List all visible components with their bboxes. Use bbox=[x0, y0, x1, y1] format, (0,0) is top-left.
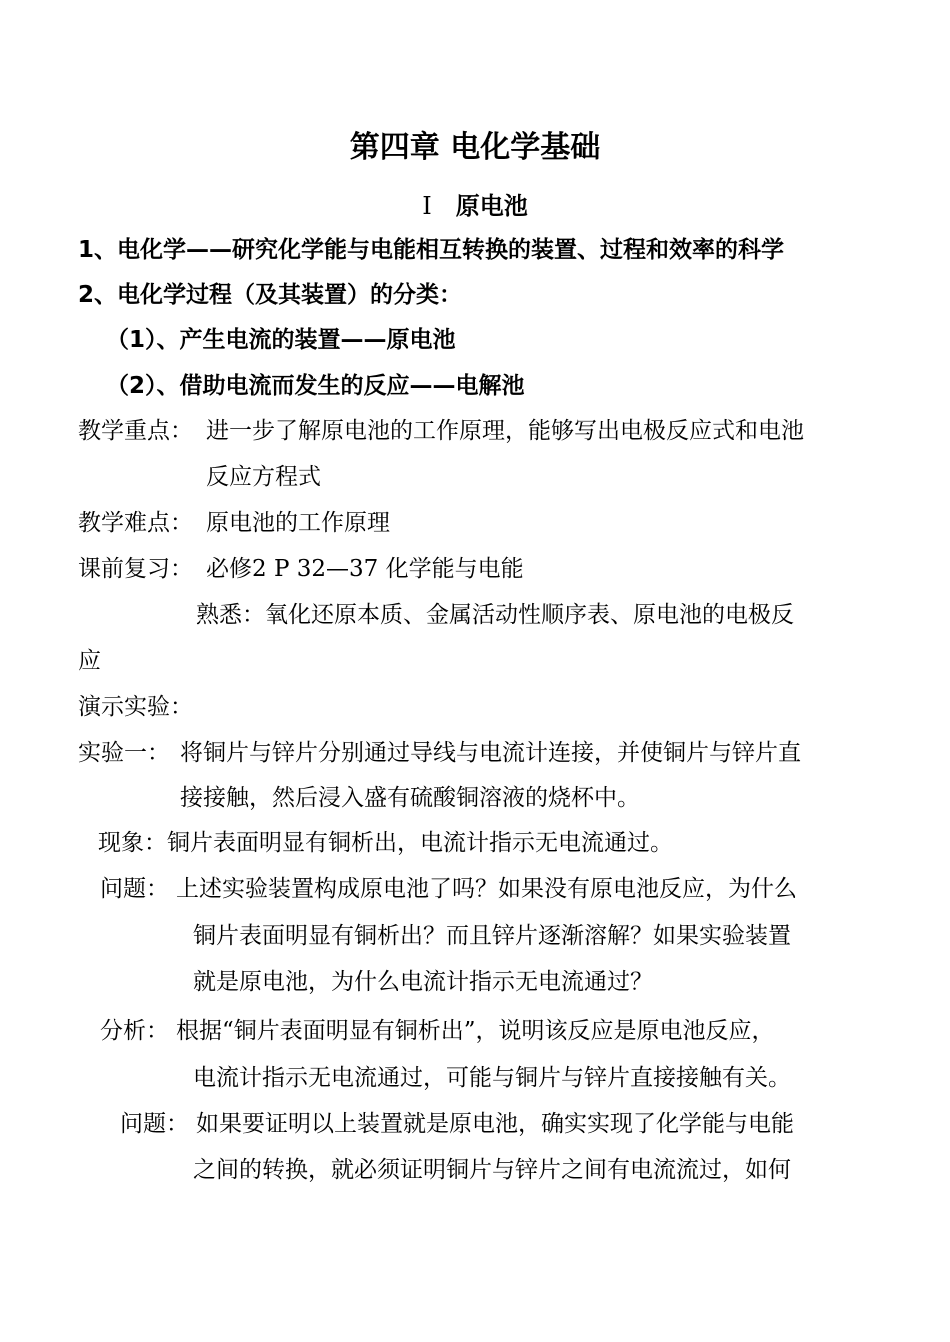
point-1: 1、电化学——研究化学能与电能相互转换的装置、过程和效率的科学 bbox=[78, 237, 785, 263]
question1-text-1: 上述实验装置构成原电池了吗？如果没有原电池反应，为什么 bbox=[176, 876, 797, 902]
question2-text-2: 之间的转换，就必须证明铜片与锌片之间有电流流过，如何 bbox=[193, 1157, 791, 1183]
review-text: 必修2 P 32—37 化学能与电能 bbox=[206, 556, 524, 582]
point-2: 2、电化学过程（及其装置）的分类： bbox=[78, 282, 463, 308]
point-2-1: （1）、产生电流的装置——原电池 bbox=[106, 327, 456, 353]
difficulty-text: 原电池的工作原理 bbox=[206, 510, 390, 536]
question1-text-2: 铜片表面明显有铜析出？而且锌片逐渐溶解？如果实验装置 bbox=[193, 923, 791, 949]
question1-text-3: 就是原电池，为什么电流计指示无电流通过？ bbox=[193, 969, 653, 995]
question1-label: 问题： bbox=[100, 876, 169, 902]
exp1-text-2: 接接触，然后浸入盛有硫酸铜溶液的烧杯中。 bbox=[180, 785, 640, 811]
difficulty-label: 教学难点： bbox=[78, 510, 193, 536]
focus-label: 教学重点： bbox=[78, 418, 193, 444]
analysis-text-2: 电流计指示无电流通过，可能与铜片与锌片直接接触有关。 bbox=[193, 1065, 791, 1091]
section-name: 原电池 bbox=[455, 192, 528, 220]
review-label: 课前复习： bbox=[78, 556, 193, 582]
demo-label: 演示实验： bbox=[78, 694, 193, 720]
question2-label: 问题： bbox=[120, 1111, 189, 1137]
point-2-2: （2）、借助电流而发生的反应——电解池 bbox=[106, 373, 525, 399]
question2-text-1: 如果要证明以上装置就是原电池，确实实现了化学能与电能 bbox=[196, 1111, 794, 1137]
chapter-title: 第四章 电化学基础 bbox=[349, 130, 601, 165]
familiar-text-1: 熟悉：氧化还原本质、金属活动性顺序表、原电池的电极反 bbox=[196, 602, 794, 628]
section-number: I bbox=[422, 192, 432, 220]
familiar-text-2: 应 bbox=[78, 648, 101, 674]
section-title bbox=[0, 190, 950, 222]
analysis-label: 分析： bbox=[100, 1018, 169, 1044]
analysis-text-1: 根据“铜片表面明显有铜析出”，说明该反应是原电池反应， bbox=[176, 1018, 775, 1044]
focus-text-2: 反应方程式 bbox=[206, 464, 321, 490]
exp1-text-1: 将铜片与锌片分别通过导线与电流计连接，并使铜片与锌片直 bbox=[180, 740, 801, 766]
phenomenon-text: 现象：铜片表面明显有铜析出，电流计指示无电流通过。 bbox=[98, 830, 673, 856]
focus-text-1: 进一步了解原电池的工作原理，能够写出电极反应式和电池 bbox=[206, 418, 804, 444]
exp1-label: 实验一： bbox=[78, 740, 170, 766]
